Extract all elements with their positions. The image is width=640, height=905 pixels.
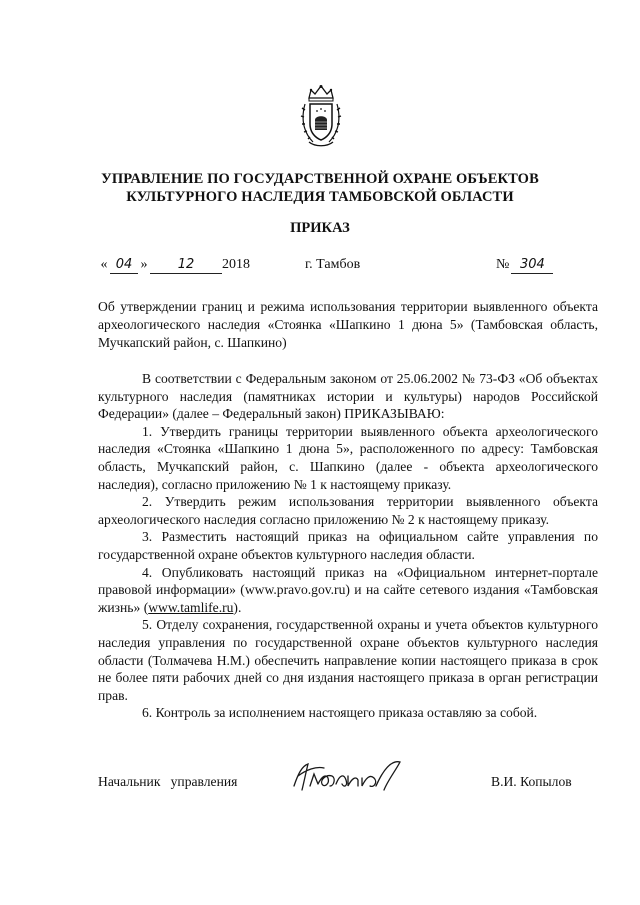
tambov-coat-of-arms-icon xyxy=(299,84,343,148)
tamlife-link[interactable]: www.tamlife.ru xyxy=(148,599,234,615)
order-item-5: 5. Отделу сохранения, государственной охраны и учета объектов культурного наследия управления по государственной охране объектов культурного наследия области (Толмачева Н.М.) обеспечить направление копии настоящего приказа в срок не более пяти рабочих дней со дня издания настоящего приказа в орган регистрации прав. xyxy=(98,617,598,703)
order-body xyxy=(98,370,598,722)
organization-name-line-2: КУЛЬТУРНОГО НАСЛЕДИЯ ТАМБОВСКОЙ ОБЛАСТИ xyxy=(126,189,514,205)
order-item-1: 1. Утвердить границы территории выявленного объекта археологического наследия «Стоянка «Шапкино 1 дюна 5», расположенного по адресу: Тамбовская область, Мучкапский район, с. Шапкино (далее - объекта археологического наследия), согласно приложению № 1 к настоящему приказу. xyxy=(98,423,598,492)
order-number-value: 304 xyxy=(511,257,553,274)
order-day: 04 xyxy=(110,257,138,274)
organization-name-line-1: УПРАВЛЕНИЕ ПО ГОСУДАРСТВЕННОЙ ОХРАНЕ ОБЪЕКТОВ xyxy=(101,171,539,187)
order-number: № 304 xyxy=(496,256,553,274)
order-month: 12 xyxy=(150,257,222,274)
signatory-name: В.И. Копылов xyxy=(491,774,572,789)
signatory-position: Начальник управления xyxy=(98,774,238,789)
order-year: 2018 xyxy=(222,257,250,272)
order-city: г. Тамбов xyxy=(305,257,361,272)
order-date: « 04 » 12 2018 xyxy=(100,257,250,272)
order-item-6: 6. Контроль за исполнением настоящего приказа оставляю за собой. xyxy=(142,705,538,721)
preamble: В соответствии с Федеральным законом от 25.06.2002 № 73-ФЗ «Об объектах культурного наследия (памятниках истории и культуры) народов Российской Федерации» (далее – Федеральный закон) ПРИКАЗЫВАЮ: xyxy=(98,371,598,422)
order-subject: Об утверждении границ и режима использования территории выявленного объекта археологического наследия «Стоянка «Шапкино 1 дюна 5» (Тамбовская область, Мучкапский район, с. Шапкино) xyxy=(98,299,598,350)
order-item-2: 2. Утвердить режим использования территории выявленного объекта археологического наследия согласно приложению № 2 к настоящему приказу. xyxy=(98,494,598,527)
order-item-4: 4. Опубликовать настоящий приказ на «Официальном интернет-портале правовой информации» (www.pravo.gov.ru) и на сайте сетевого издания «Тамбовская жизнь» (www.tamlife.ru). xyxy=(98,564,598,615)
handwritten-signature xyxy=(288,756,408,796)
order-item-3: 3. Разместить настоящий приказ на официальном сайте управления по государственной охране объектов культурного наследия области. xyxy=(98,529,598,562)
document-type: ПРИКАЗ xyxy=(290,220,350,236)
